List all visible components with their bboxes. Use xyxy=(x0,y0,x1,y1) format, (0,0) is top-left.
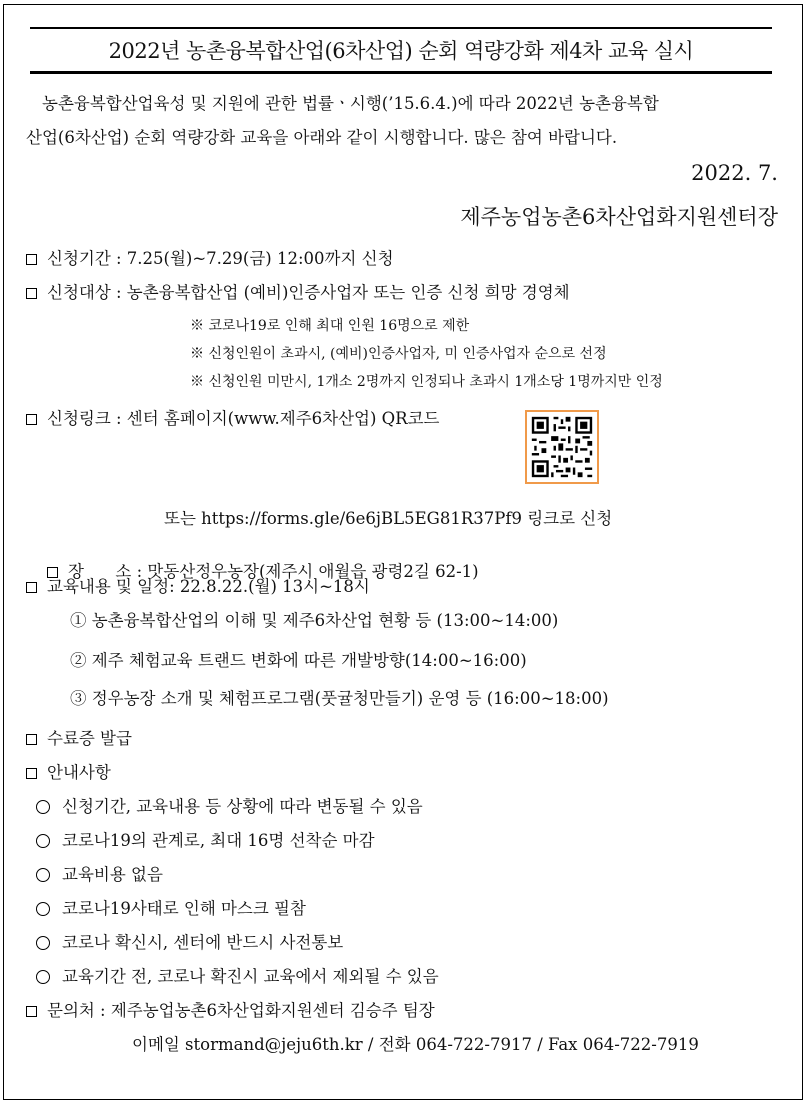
item-period-text: 신청기간 : 7.25(월)~7.29(금) 12:00까지 신청 xyxy=(47,249,394,268)
guide-item xyxy=(36,793,423,817)
circle-bullet-icon xyxy=(36,902,50,916)
issuer-name: 제주농업농촌6차산업화지원센터장 xyxy=(460,205,778,229)
guide-item-text: 코로나 확신시, 센터에 반드시 사전통보 xyxy=(62,933,344,952)
circle-bullet-icon xyxy=(36,970,50,984)
guide-item-text: 교육기간 전, 코로나 확진시 교육에서 제외될 수 있음 xyxy=(62,967,439,986)
guide-item-text: 코로나19사태로 인해 마스크 필참 xyxy=(62,899,306,918)
checkbox-square-icon xyxy=(26,1006,37,1017)
item-certificate xyxy=(26,725,132,749)
item-link-text: 신청링크 : 센터 홈페이지(www.제주6차산업) QR코드 xyxy=(47,409,440,428)
document-title: 2022년 농촌융복합산업(6차산업) 순회 역량강화 제4차 교육 실시 xyxy=(108,39,694,63)
circle-bullet-icon xyxy=(36,868,50,882)
item-guide xyxy=(26,759,111,783)
item-link xyxy=(26,405,439,429)
document-page xyxy=(3,4,803,1100)
intro-line-1: 농촌융복합산업육성 및 지원에 관한 법률ㆍ시행(’15.6.4.)에 따라 2022년 농촌융복합 xyxy=(42,94,659,113)
guide-item xyxy=(36,929,343,953)
checkbox-square-icon xyxy=(26,414,37,425)
checkbox-square-icon xyxy=(26,288,37,299)
intro-line-2: 산업(6차산업) 순회 역량강화 교육을 아래와 같이 시행합니다. 많은 참여 바랍니다. xyxy=(26,128,618,147)
title-top-rule xyxy=(30,27,772,29)
circle-bullet-icon xyxy=(36,936,50,950)
title-bottom-rule xyxy=(30,71,772,74)
item-venue-text: 장 소 : 맛동산정우농장(제주시 애월읍 광령2길 62-1) xyxy=(67,562,479,581)
note-1: ※ 코로나19로 인해 최대 인원 16명으로 제한 xyxy=(190,318,470,334)
note-2: ※ 신청인원이 초과시, (예비)인증사업자, 미 인증사업자 순으로 선정 xyxy=(190,346,607,362)
guide-item xyxy=(36,895,306,919)
item-contact xyxy=(26,997,435,1021)
note-3: ※ 신청인원 미만시, 1개소 2명까지 인정되나 초과시 1개소당 1명까지만 인정 xyxy=(190,374,663,390)
checkbox-square-icon xyxy=(26,768,37,779)
guide-item-text: 교육비용 없음 xyxy=(62,865,163,884)
item-target-text: 신청대상 : 농촌융복합산업 (예비)인증사업자 또는 인증 신청 희망 경영체 xyxy=(47,283,570,302)
session-2: ② 제주 체험교육 트랜드 변화에 따른 개발방향(14:00~16:00) xyxy=(70,651,527,670)
guide-item-text: 코로나19의 관계로, 최대 16명 선착순 마감 xyxy=(62,831,375,850)
session-1: ① 농촌융복합산업의 이해 및 제주6차산업 현황 등 (13:00~14:00) xyxy=(70,611,559,630)
guide-item xyxy=(36,861,163,885)
document-date: 2022. 7. xyxy=(691,161,778,185)
link-alternative[interactable]: 또는 https://forms.gle/6e6jBL5EG81R37Pf9 링크로 신청 xyxy=(164,509,613,528)
item-schedule-text: 교육내용 및 일정: 22.8.22.(월) 13시~18시 xyxy=(47,577,370,596)
circle-bullet-icon xyxy=(36,800,50,814)
item-period xyxy=(26,245,394,269)
checkbox-square-icon xyxy=(26,734,37,745)
guide-item xyxy=(36,827,375,851)
item-contact-text: 문의처 : 제주농업농촌6차산업화지원센터 김승주 팀장 xyxy=(47,1001,435,1020)
circle-bullet-icon xyxy=(36,834,50,848)
contact-detail[interactable]: 이메일 stormand@jeju6th.kr / 전화 064-722-7917 / Fax 064-722-7919 xyxy=(132,1035,699,1054)
item-certificate-text: 수료증 발급 xyxy=(47,729,132,748)
session-3: ③ 정우농장 소개 및 체험프로그램(풋귤청만들기) 운영 등 (16:00~18:00) xyxy=(70,689,609,708)
item-schedule xyxy=(26,573,370,597)
qr-code-icon[interactable] xyxy=(525,410,599,484)
item-guide-text: 안내사항 xyxy=(47,763,111,782)
guide-item xyxy=(36,963,439,987)
checkbox-square-icon xyxy=(26,582,37,593)
checkbox-square-icon xyxy=(26,254,37,265)
item-target xyxy=(26,279,570,303)
guide-item-text: 신청기간, 교육내용 등 상황에 따라 변동될 수 있음 xyxy=(62,797,423,816)
